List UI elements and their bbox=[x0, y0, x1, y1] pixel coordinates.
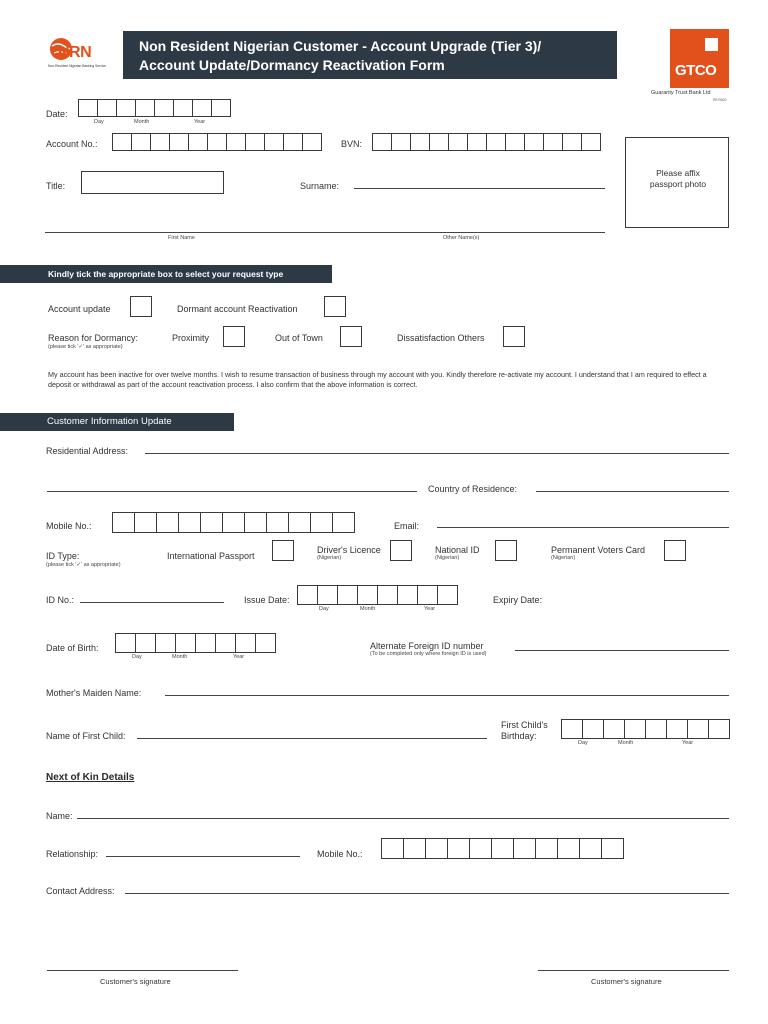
kin-name-field[interactable] bbox=[77, 818, 729, 819]
passport-checkbox[interactable] bbox=[272, 540, 294, 561]
residential-label: Residential Address: bbox=[46, 446, 129, 456]
alt-id-field[interactable] bbox=[515, 650, 729, 651]
child-day: Day bbox=[578, 740, 588, 746]
date-boxes[interactable] bbox=[78, 99, 230, 117]
signature-line-2[interactable] bbox=[538, 970, 729, 971]
drivers-note: (Nigerian) bbox=[317, 555, 342, 561]
maiden-label: Mother's Maiden Name: bbox=[46, 688, 142, 698]
account-update-checkbox[interactable] bbox=[130, 296, 152, 317]
dob-day: Day bbox=[132, 654, 142, 660]
date-month: Month bbox=[134, 119, 150, 125]
issue-date-boxes[interactable] bbox=[297, 585, 457, 605]
mobile-label: Mobile No.: bbox=[46, 521, 92, 531]
dob-year: Year bbox=[233, 654, 245, 660]
residential-field-2[interactable] bbox=[47, 491, 417, 492]
expiry-date-label: Expiry Date: bbox=[493, 595, 543, 605]
signature-caption-1: Customer's signature bbox=[100, 977, 171, 986]
child-birthday-label-1: First Child's bbox=[501, 720, 548, 730]
email-label: Email: bbox=[394, 521, 420, 531]
issue-month: Month bbox=[360, 606, 376, 612]
email-field[interactable] bbox=[437, 527, 729, 528]
kin-mobile-boxes[interactable] bbox=[381, 838, 623, 859]
signature-line-1[interactable] bbox=[47, 970, 238, 971]
first-child-field[interactable] bbox=[137, 738, 487, 739]
contact-address-label: Contact Address: bbox=[46, 886, 115, 896]
dormant-label: Dormant account Reactivation bbox=[177, 304, 298, 314]
nrn-logo bbox=[46, 34, 116, 74]
request-band-text: Kindly tick the appropriate box to select your request type bbox=[48, 269, 284, 279]
id-no-field[interactable] bbox=[80, 602, 224, 603]
country-field[interactable] bbox=[536, 491, 729, 492]
id-no-label: ID No.: bbox=[46, 595, 75, 605]
id-type-label: ID Type: bbox=[46, 551, 80, 561]
gtco-logo-text: GTCO bbox=[675, 62, 717, 79]
passport-photo-text: Please affix passport photo bbox=[649, 168, 707, 189]
form-title-band bbox=[123, 31, 617, 79]
surname-field[interactable] bbox=[354, 188, 605, 189]
form-title-line2: Account Update/Dormancy Reactivation Form bbox=[139, 57, 445, 73]
residential-field[interactable] bbox=[145, 453, 729, 454]
reason-label: Reason for Dormancy: bbox=[48, 333, 139, 343]
title-label: Title: bbox=[46, 181, 66, 191]
dob-label: Date of Birth: bbox=[46, 643, 99, 653]
first-child-label: Name of First Child: bbox=[46, 731, 126, 741]
dissatisfaction-label: Dissatisfaction Others bbox=[397, 333, 485, 343]
country-label: Country of Residence: bbox=[428, 484, 518, 494]
mobile-boxes[interactable] bbox=[112, 512, 354, 533]
reactivation-statement: My account has been inactive for over twelve months. I wish to resume transaction of business through my account with you. Kindly therefore re-activate my account. I understand that I am required to effect a deposit or withdrawal as part of the account reactivation process. I also confirm that the above information is correct. bbox=[48, 370, 707, 389]
gtco-square-icon bbox=[705, 38, 718, 51]
proximity-label: Proximity bbox=[172, 333, 210, 343]
alt-id-label: Alternate Foreign ID number bbox=[370, 641, 484, 651]
child-year: Year bbox=[682, 740, 694, 746]
alt-id-note: (To be completed only where foreign ID is used) bbox=[370, 651, 487, 657]
relationship-field[interactable] bbox=[106, 856, 300, 857]
pvc-note: (Nigerian) bbox=[551, 555, 576, 561]
date-year: Year bbox=[194, 119, 206, 125]
form-title-line1: Non Resident Nigerian Customer - Account Upgrade (Tier 3)/ bbox=[139, 38, 542, 54]
national-id-checkbox[interactable] bbox=[495, 540, 517, 561]
kin-mobile-label: Mobile No.: bbox=[317, 849, 363, 859]
bvn-label: BVN: bbox=[341, 139, 363, 149]
update-band bbox=[0, 413, 234, 431]
surname-label: Surname: bbox=[300, 181, 340, 191]
passport-label: International Passport bbox=[167, 551, 255, 561]
signature-caption-2: Customer's signature bbox=[591, 977, 662, 986]
kin-name-label: Name: bbox=[46, 811, 73, 821]
child-birthday-boxes[interactable] bbox=[561, 719, 729, 739]
nrn-logo-text: NRN bbox=[58, 44, 92, 61]
issue-day: Day bbox=[319, 606, 329, 612]
pvc-label: Permanent Voters Card bbox=[551, 545, 646, 555]
title-field[interactable] bbox=[81, 171, 224, 194]
bank-name: Guaranty Trust Bank Ltd bbox=[651, 90, 711, 96]
other-names-caption: Other Name(s) bbox=[443, 235, 480, 241]
child-birthday-label-2: Birthday: bbox=[501, 731, 537, 741]
issue-date-label: Issue Date: bbox=[244, 595, 290, 605]
account-update-label: Account update bbox=[48, 304, 111, 314]
dissatisfaction-checkbox[interactable] bbox=[503, 326, 525, 347]
bvn-boxes[interactable] bbox=[372, 133, 600, 151]
pvc-checkbox[interactable] bbox=[664, 540, 686, 561]
relationship-label: Relationship: bbox=[46, 849, 99, 859]
national-id-label: National ID bbox=[435, 545, 480, 555]
out-of-town-checkbox[interactable] bbox=[340, 326, 362, 347]
first-name-caption: First Name bbox=[168, 235, 195, 241]
id-type-note: (please tick '✓' as appropriate) bbox=[46, 562, 121, 568]
nrn-tagline: Non-Resident Nigerian Banking Service bbox=[48, 64, 107, 68]
dormant-checkbox[interactable] bbox=[324, 296, 346, 317]
passport-photo-box bbox=[625, 137, 729, 228]
child-month: Month bbox=[618, 740, 634, 746]
reason-note: (please tick '✓' as appropriate) bbox=[48, 344, 123, 350]
issue-year: Year bbox=[424, 606, 436, 612]
names-field[interactable] bbox=[45, 232, 605, 233]
contact-address-field[interactable] bbox=[125, 893, 729, 894]
date-day: Day bbox=[94, 119, 104, 125]
out-of-town-label: Out of Town bbox=[275, 333, 323, 343]
drivers-label: Driver's Licence bbox=[317, 545, 381, 555]
national-id-note: (Nigerian) bbox=[435, 555, 460, 561]
request-band bbox=[0, 265, 332, 283]
gtco-logo bbox=[670, 29, 729, 88]
dob-boxes[interactable] bbox=[115, 633, 275, 653]
account-boxes[interactable] bbox=[112, 133, 321, 151]
update-band-text: Customer Information Update bbox=[47, 416, 172, 427]
proximity-checkbox[interactable] bbox=[223, 326, 245, 347]
form-ref: RF/0520 bbox=[713, 98, 727, 102]
account-label: Account No.: bbox=[46, 139, 98, 149]
drivers-checkbox[interactable] bbox=[390, 540, 412, 561]
maiden-field[interactable] bbox=[165, 695, 729, 696]
kin-heading: Next of Kin Details bbox=[46, 772, 135, 783]
date-label: Date: bbox=[46, 109, 68, 119]
dob-month: Month bbox=[172, 654, 188, 660]
